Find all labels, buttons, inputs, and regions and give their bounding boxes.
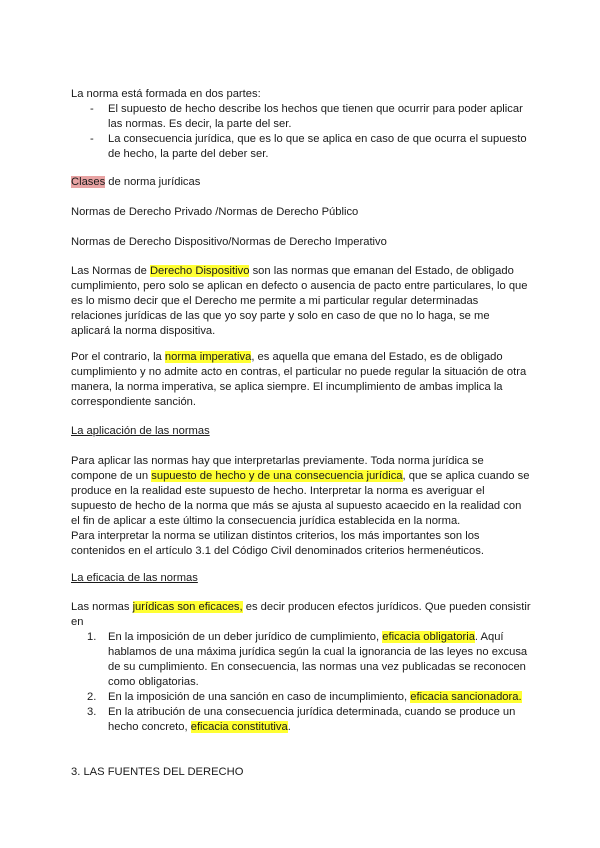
list-number: 2. [87, 691, 97, 703]
derecho-dispositivo-imperativo-line: Normas de Derecho Dispositivo/Normas de Derecho Imperativo [71, 236, 387, 248]
intro-lead: La norma está formada en dos partes: [71, 88, 261, 100]
highlight-norma-imperativa: norma imperativa [164, 351, 252, 363]
highlight-eficacia-obligatoria: eficacia obligatoria [382, 631, 475, 643]
intro-block [71, 87, 531, 162]
list-number: 3. [87, 706, 97, 718]
highlight-supuesto-consecuencia: supuesto de hecho y de una consecuencia jurídica [151, 470, 403, 482]
eficacia-block [71, 600, 531, 735]
eficacia-list [71, 630, 531, 735]
text-span: Las normas [71, 601, 133, 613]
heading-eficacia: La eficacia de las normas [71, 572, 198, 584]
intro-list [71, 102, 531, 162]
clases-highlight: Clases [71, 176, 106, 188]
text-span: son las normas que emanan del Estado, de obligado cumplimiento, pero solo se aplican en defecto o ausencia de pacto entre particulares, lo que es lo mismo decir que el Derecho me permite a mi particular regular determinadas relaciones jurídicas de las que yo soy parte y solo en caso de que no lo haga, se me aplicará la norma dispositiva. [71, 265, 528, 337]
list-number: 1. [87, 631, 97, 643]
list-item [71, 690, 531, 705]
paragraph-aplicacion [71, 454, 531, 529]
highlight-eficacia-constitutiva: eficacia constitutiva [190, 721, 288, 733]
heading-aplicacion: La aplicación de las normas [71, 425, 210, 437]
text-span: es decir producen efectos jurídicos. Que pueden consistir en [71, 601, 531, 628]
text-span: , es aquella que emana del Estado, es de obligado cumplimiento y no admite acto en contras, el particular no puede regular la situación de otra manera, la norma imperativa, se aplica siempre. El incumplimiento de ambas implica la correspondiente sanción. [71, 351, 527, 408]
highlight-eficacia-sancionadora: eficacia sancionadora. [410, 691, 522, 703]
paragraph-eficacia [71, 600, 531, 630]
list-item-text: El supuesto de hecho describe los hechos que tienen que ocurrir para poder aplicar las normas. Es decir, la parte del ser. [108, 103, 523, 130]
list-item-text: La consecuencia jurídica, que es lo que se aplica en caso de que ocurra el supuesto de hecho, la parte del deber ser. [108, 133, 527, 160]
text-span: , que se aplica cuando se produce en la realidad este supuesto de hecho. Interpretar la norma es averiguar el supuesto de hecho de la norma que más se ajusta al supuesto acaecido en la realidad con el fin de aplicar a este último la consecuencia jurídica establecida en la norma. [71, 470, 530, 527]
text-span: Por el contrario, la [71, 351, 165, 363]
text-span: Las Normas de [71, 265, 150, 277]
derecho-privado-publico-line: Normas de Derecho Privado /Normas de Derecho Público [71, 206, 359, 218]
text-span: . Aquí hablamos de una máxima jurídica según la cual la ignorancia de las leyes no excusa de su cumplimiento. En consecuencia, las normas una vez publicadas se reconocen como obligatorias. [108, 631, 528, 688]
dash-bullet: - [90, 133, 94, 145]
text-span: En la atribución de una consecuencia jurídica determinada, cuando se produce un hecho concreto, [108, 706, 516, 733]
text-span: . [287, 721, 291, 733]
paragraph-imperativa [71, 350, 531, 410]
text-span: Para aplicar las normas hay que interpretarlas previamente. Toda norma jurídica se compone de un [71, 455, 484, 482]
clases-rest: de norma jurídicas [105, 176, 201, 188]
list-item [71, 132, 531, 162]
highlight-juridicas-eficaces: jurídicas son eficaces, [132, 601, 243, 613]
aplicacion-block [71, 454, 531, 559]
paragraph-dispositivo [71, 264, 531, 339]
highlight-derecho-dispositivo: Derecho Dispositivo [149, 265, 250, 277]
section-heading-fuentes: 3. LAS FUENTES DEL DERECHO [71, 766, 244, 778]
clases-line [71, 175, 531, 190]
list-item [71, 630, 531, 690]
list-item [71, 705, 531, 735]
paragraph-interpretar: Para interpretar la norma se utilizan distintos criterios, los más importantes son los contenidos en el artículo 3.1 del Código Civil denominados criterios hermenéuticos. [71, 530, 484, 557]
text-span: En la imposición de una sanción en caso de incumplimiento, [108, 691, 411, 703]
list-item [71, 102, 531, 132]
dash-bullet: - [90, 103, 94, 115]
text-span: En la imposición de un deber jurídico de cumplimiento, [108, 631, 383, 643]
